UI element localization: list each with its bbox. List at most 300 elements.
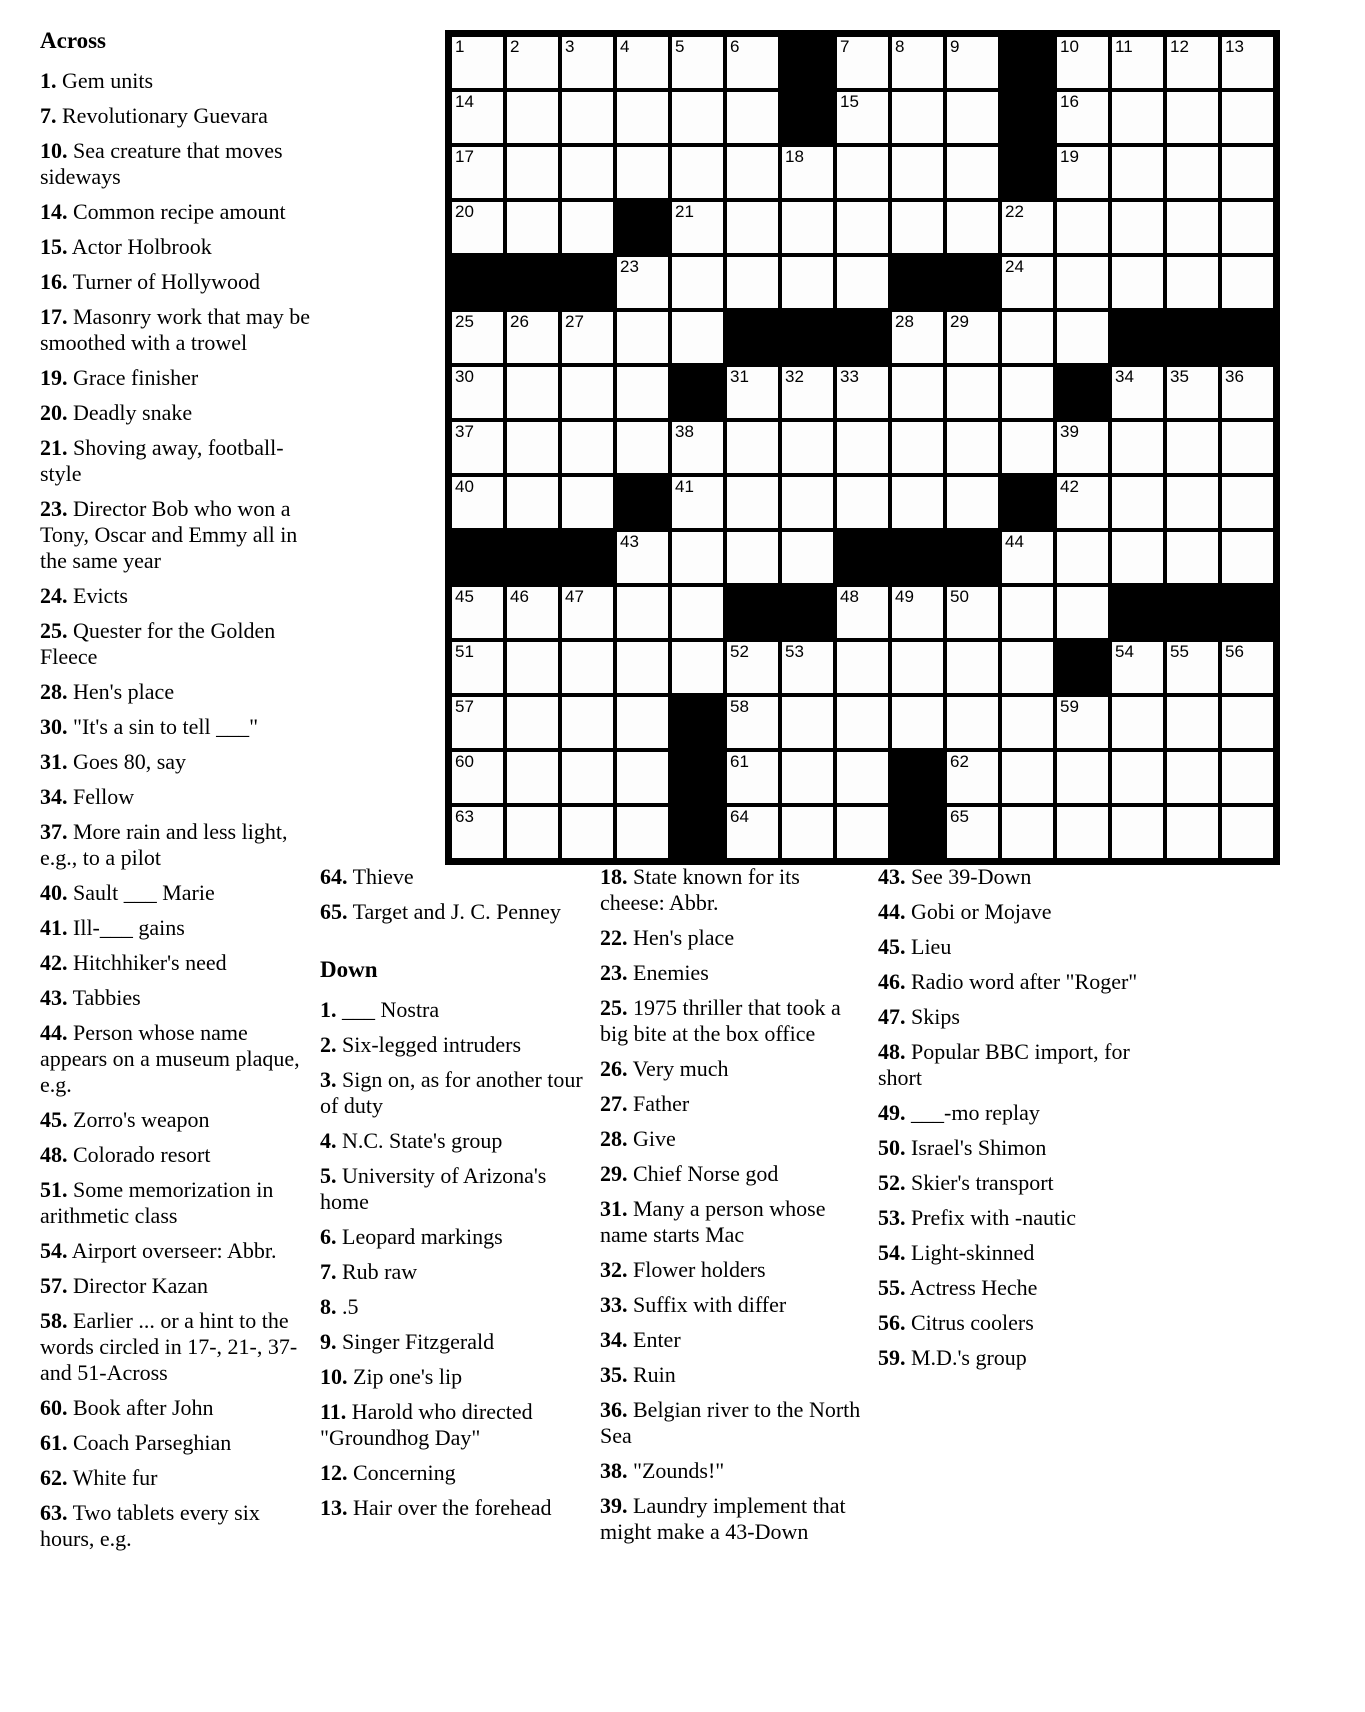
grid-cell-number: 2 xyxy=(510,37,520,56)
grid-cell[interactable] xyxy=(1167,752,1218,803)
grid-cell[interactable] xyxy=(947,477,998,528)
grid-cell[interactable] xyxy=(452,642,503,693)
grid-cell[interactable] xyxy=(452,312,503,363)
grid-cell[interactable] xyxy=(947,807,998,858)
clue-across-57: 57. Director Kazan xyxy=(40,1273,208,1298)
clue-across-63: 63. Two tablets every six hours, e.g. xyxy=(40,1500,260,1551)
grid-cell[interactable] xyxy=(617,532,668,583)
clue-number: 49. xyxy=(878,1100,906,1125)
grid-cell[interactable] xyxy=(1167,807,1218,858)
grid-cell[interactable] xyxy=(1167,37,1218,88)
grid-cell[interactable] xyxy=(837,807,888,858)
clue-across-10: 10. Sea creature that moves sideways xyxy=(40,138,283,189)
grid-cell[interactable] xyxy=(1222,202,1273,253)
grid-cell[interactable] xyxy=(1222,532,1273,583)
grid-cell[interactable] xyxy=(617,807,668,858)
grid-cell[interactable] xyxy=(452,752,503,803)
clue-number: 62. xyxy=(40,1465,68,1490)
clue-down-26: 26. Very much xyxy=(600,1056,729,1081)
grid-cell[interactable] xyxy=(507,367,558,418)
grid-cell[interactable] xyxy=(672,257,723,308)
clue-across-19: 19. Grace finisher xyxy=(40,365,199,390)
grid-cell[interactable] xyxy=(562,477,613,528)
grid-cell[interactable] xyxy=(837,257,888,308)
grid-cell[interactable] xyxy=(617,147,668,198)
grid-cell[interactable] xyxy=(1167,477,1218,528)
grid-cell[interactable] xyxy=(892,697,943,748)
grid-cell-number: 51 xyxy=(455,642,474,661)
grid-cell[interactable] xyxy=(672,147,723,198)
grid-cell[interactable] xyxy=(1112,37,1163,88)
clue-number: 32. xyxy=(600,1257,628,1282)
grid-cell[interactable] xyxy=(617,587,668,638)
grid-cell[interactable] xyxy=(1167,147,1218,198)
grid-cell[interactable] xyxy=(672,422,723,473)
grid-cell[interactable] xyxy=(1222,807,1273,858)
grid-cell[interactable] xyxy=(562,312,613,363)
grid-cell-number: 33 xyxy=(840,367,859,386)
grid-cell[interactable] xyxy=(672,477,723,528)
grid-cell[interactable] xyxy=(452,422,503,473)
grid-cell[interactable] xyxy=(1057,477,1108,528)
clue-down-38: 38. "Zounds!" xyxy=(600,1458,725,1483)
grid-cell[interactable] xyxy=(1167,532,1218,583)
grid-cell-number: 44 xyxy=(1005,532,1024,551)
grid-cell[interactable] xyxy=(947,587,998,638)
grid-cell[interactable] xyxy=(672,37,723,88)
grid-cell[interactable] xyxy=(672,312,723,363)
grid-cell[interactable] xyxy=(782,367,833,418)
clue-down-59: 59. M.D.'s group xyxy=(878,1345,1027,1370)
grid-cell[interactable] xyxy=(837,92,888,143)
grid-cell[interactable] xyxy=(507,312,558,363)
grid-cell-number: 31 xyxy=(730,367,749,386)
grid-cell[interactable] xyxy=(452,92,503,143)
grid-cell-black xyxy=(617,477,668,528)
clue-number: 9. xyxy=(320,1329,337,1354)
grid-cell[interactable] xyxy=(892,312,943,363)
grid-cell[interactable] xyxy=(562,807,613,858)
grid-cell[interactable] xyxy=(562,752,613,803)
grid-cell[interactable] xyxy=(507,642,558,693)
grid-cell[interactable] xyxy=(947,367,998,418)
grid-cell[interactable] xyxy=(837,367,888,418)
clue-number: 38. xyxy=(600,1458,628,1483)
grid-cell[interactable] xyxy=(892,92,943,143)
clue-number: 41. xyxy=(40,915,68,940)
grid-cell-black xyxy=(672,807,723,858)
grid-cell[interactable] xyxy=(1222,752,1273,803)
grid-cell[interactable] xyxy=(782,477,833,528)
grid-cell[interactable] xyxy=(727,697,778,748)
grid-cell[interactable] xyxy=(507,422,558,473)
grid-cell[interactable] xyxy=(617,312,668,363)
clue-down-44: 44. Gobi or Mojave xyxy=(878,899,1052,924)
grid-cell[interactable] xyxy=(562,202,613,253)
grid-cell[interactable] xyxy=(892,642,943,693)
clue-number: 10. xyxy=(320,1364,348,1389)
grid-cell-black xyxy=(947,257,998,308)
grid-cell[interactable] xyxy=(947,312,998,363)
grid-cell[interactable] xyxy=(617,752,668,803)
grid-cell[interactable] xyxy=(782,697,833,748)
grid-cell[interactable] xyxy=(1167,257,1218,308)
grid-cell[interactable] xyxy=(1222,92,1273,143)
grid-cell[interactable] xyxy=(1057,532,1108,583)
grid-cell[interactable] xyxy=(727,92,778,143)
grid-cell[interactable] xyxy=(1057,752,1108,803)
grid-cell[interactable] xyxy=(452,477,503,528)
grid-cell[interactable] xyxy=(1112,202,1163,253)
grid-cell[interactable] xyxy=(892,147,943,198)
grid-cell[interactable] xyxy=(727,422,778,473)
clue-number: 30. xyxy=(40,714,68,739)
grid-cell[interactable] xyxy=(1112,367,1163,418)
grid-cell[interactable] xyxy=(1222,642,1273,693)
clue-number: 28. xyxy=(40,679,68,704)
grid-cell[interactable] xyxy=(837,37,888,88)
grid-cell[interactable] xyxy=(947,642,998,693)
clue-number: 7. xyxy=(40,103,57,128)
grid-cell[interactable] xyxy=(562,92,613,143)
clue-number: 53. xyxy=(878,1205,906,1230)
grid-cell[interactable] xyxy=(782,257,833,308)
grid-cell[interactable] xyxy=(1167,202,1218,253)
grid-cell[interactable] xyxy=(507,587,558,638)
clue-across-58: 58. Earlier ... or a hint to the words circled in 17-, 21-, 37- and 51-Across xyxy=(40,1308,298,1385)
clue-across-48: 48. Colorado resort xyxy=(40,1142,211,1167)
grid-cell[interactable] xyxy=(507,37,558,88)
grid-cell-number: 63 xyxy=(455,807,474,826)
grid-cell[interactable] xyxy=(1057,257,1108,308)
grid-cell[interactable] xyxy=(1112,147,1163,198)
clue-number: 64. xyxy=(320,864,348,889)
grid-cell[interactable] xyxy=(507,697,558,748)
grid-cell-number: 12 xyxy=(1170,37,1189,56)
grid-cell[interactable] xyxy=(947,697,998,748)
clue-down-12: 12. Concerning xyxy=(320,1460,456,1485)
grid-cell[interactable] xyxy=(672,587,723,638)
grid-cell[interactable] xyxy=(892,477,943,528)
grid-cell[interactable] xyxy=(1222,37,1273,88)
grid-cell[interactable] xyxy=(507,807,558,858)
grid-cell[interactable] xyxy=(452,147,503,198)
grid-cell[interactable] xyxy=(947,422,998,473)
clue-across-28: 28. Hen's place xyxy=(40,679,175,704)
clue-number: 35. xyxy=(600,1362,628,1387)
grid-cell[interactable] xyxy=(1002,257,1053,308)
grid-cell-black xyxy=(1002,92,1053,143)
grid-cell[interactable] xyxy=(617,422,668,473)
grid-cell[interactable] xyxy=(947,202,998,253)
clue-down-50: 50. Israel's Shimon xyxy=(878,1135,1047,1160)
grid-cell[interactable] xyxy=(1002,422,1053,473)
grid-cell[interactable] xyxy=(1002,367,1053,418)
grid-cell[interactable] xyxy=(562,642,613,693)
grid-cell[interactable] xyxy=(507,752,558,803)
crossword-grid xyxy=(445,30,1280,865)
grid-cell[interactable] xyxy=(562,147,613,198)
grid-cell[interactable] xyxy=(1222,367,1273,418)
grid-cell[interactable] xyxy=(1057,312,1108,363)
grid-cell[interactable] xyxy=(1112,477,1163,528)
grid-cell[interactable] xyxy=(1057,202,1108,253)
grid-cell[interactable] xyxy=(672,92,723,143)
grid-cell[interactable] xyxy=(727,477,778,528)
grid-cell[interactable] xyxy=(1112,92,1163,143)
clue-down-35: 35. Ruin xyxy=(600,1362,676,1387)
grid-cell-number: 36 xyxy=(1225,367,1244,386)
clue-number: 3. xyxy=(320,1067,337,1092)
grid-cell-number: 55 xyxy=(1170,642,1189,661)
grid-cell[interactable] xyxy=(1057,147,1108,198)
clue-down-6: 6. Leopard markings xyxy=(320,1224,503,1249)
grid-cell[interactable] xyxy=(1112,697,1163,748)
grid-cell[interactable] xyxy=(1222,147,1273,198)
clue-across-51: 51. Some memorization in arithmetic class xyxy=(40,1177,274,1228)
grid-cell-number: 46 xyxy=(510,587,529,606)
grid-cell[interactable] xyxy=(507,202,558,253)
grid-cell[interactable] xyxy=(727,257,778,308)
clue-across-21: 21. Shoving away, football-style xyxy=(40,435,284,486)
grid-cell[interactable] xyxy=(782,422,833,473)
grid-cell[interactable] xyxy=(947,37,998,88)
grid-cell[interactable] xyxy=(1167,422,1218,473)
grid-cell[interactable] xyxy=(617,642,668,693)
grid-cell[interactable] xyxy=(452,697,503,748)
grid-cell[interactable] xyxy=(1112,642,1163,693)
clue-down-10: 10. Zip one's lip xyxy=(320,1364,463,1389)
grid-cell[interactable] xyxy=(837,697,888,748)
grid-cell[interactable] xyxy=(562,367,613,418)
grid-cell[interactable] xyxy=(617,37,668,88)
grid-cell[interactable] xyxy=(1057,422,1108,473)
grid-cell[interactable] xyxy=(782,202,833,253)
grid-cell[interactable] xyxy=(672,642,723,693)
grid-cell[interactable] xyxy=(892,367,943,418)
grid-cell[interactable] xyxy=(617,367,668,418)
clue-across-7: 7. Revolutionary Guevara xyxy=(40,103,268,128)
clue-number: 45. xyxy=(878,934,906,959)
grid-cell[interactable] xyxy=(1222,257,1273,308)
clue-across-37: 37. More rain and less light, e.g., to a pilot xyxy=(40,819,288,870)
grid-cell[interactable] xyxy=(562,422,613,473)
clue-number: 6. xyxy=(320,1224,337,1249)
grid-cell[interactable] xyxy=(947,92,998,143)
grid-cell-black xyxy=(837,532,888,583)
grid-cell[interactable] xyxy=(1002,642,1053,693)
grid-cell[interactable] xyxy=(1057,92,1108,143)
grid-cell[interactable] xyxy=(727,752,778,803)
grid-cell[interactable] xyxy=(617,697,668,748)
clue-number: 19. xyxy=(40,365,68,390)
grid-cell[interactable] xyxy=(837,587,888,638)
grid-cell[interactable] xyxy=(1057,587,1108,638)
grid-cell[interactable] xyxy=(1167,697,1218,748)
grid-cell[interactable] xyxy=(562,587,613,638)
clue-down-5: 5. University of Arizona's home xyxy=(320,1163,547,1214)
grid-cell[interactable] xyxy=(947,147,998,198)
grid-cell-number: 16 xyxy=(1060,92,1079,111)
grid-cell-number: 34 xyxy=(1115,367,1134,386)
grid-cell[interactable] xyxy=(727,37,778,88)
grid-cell[interactable] xyxy=(1002,752,1053,803)
grid-cell-number: 21 xyxy=(675,202,694,221)
clue-number: 2. xyxy=(320,1032,337,1057)
grid-cell[interactable] xyxy=(727,807,778,858)
clue-down-29: 29. Chief Norse god xyxy=(600,1161,779,1186)
clue-number: 25. xyxy=(600,995,628,1020)
grid-cell[interactable] xyxy=(892,587,943,638)
grid-cell[interactable] xyxy=(1057,37,1108,88)
grid-cell-number: 8 xyxy=(895,37,905,56)
clue-number: 23. xyxy=(600,960,628,985)
grid-cell-number: 40 xyxy=(455,477,474,496)
grid-cell[interactable] xyxy=(1002,807,1053,858)
grid-cell[interactable] xyxy=(672,202,723,253)
grid-cell-black xyxy=(837,312,888,363)
grid-cell[interactable] xyxy=(892,202,943,253)
grid-cell[interactable] xyxy=(507,147,558,198)
grid-cell[interactable] xyxy=(837,422,888,473)
grid-cell[interactable] xyxy=(1222,697,1273,748)
across-overflow-and-down-column xyxy=(320,864,594,1530)
grid-cell-black xyxy=(782,37,833,88)
grid-cell-number: 41 xyxy=(675,477,694,496)
clue-number: 36. xyxy=(600,1397,628,1422)
grid-cell[interactable] xyxy=(837,477,888,528)
grid-cell-number: 39 xyxy=(1060,422,1079,441)
grid-cell[interactable] xyxy=(1002,587,1053,638)
clue-number: 28. xyxy=(600,1126,628,1151)
grid-cell[interactable] xyxy=(892,422,943,473)
clue-down-7: 7. Rub raw xyxy=(320,1259,418,1284)
grid-cell[interactable] xyxy=(507,477,558,528)
clue-number: 14. xyxy=(40,199,68,224)
grid-cell[interactable] xyxy=(1002,202,1053,253)
grid-cell[interactable] xyxy=(837,202,888,253)
grid-cell[interactable] xyxy=(617,92,668,143)
grid-cell-number: 7 xyxy=(840,37,850,56)
grid-cell[interactable] xyxy=(837,752,888,803)
grid-cell-black xyxy=(892,532,943,583)
grid-cell[interactable] xyxy=(782,807,833,858)
clue-number: 34. xyxy=(600,1327,628,1352)
grid-cell-number: 28 xyxy=(895,312,914,331)
grid-cell[interactable] xyxy=(782,642,833,693)
grid-cell[interactable] xyxy=(1002,697,1053,748)
clue-number: 21. xyxy=(40,435,68,460)
across-header: Across xyxy=(40,28,107,53)
clue-number: 39. xyxy=(600,1493,628,1518)
clue-across-54: 54. Airport overseer: Abbr. xyxy=(40,1238,277,1263)
grid-cell-number: 60 xyxy=(455,752,474,771)
grid-cell[interactable] xyxy=(452,807,503,858)
grid-cell-black xyxy=(1002,37,1053,88)
grid-cell[interactable] xyxy=(782,147,833,198)
grid-cell[interactable] xyxy=(617,257,668,308)
grid-cell[interactable] xyxy=(1002,532,1053,583)
clue-across-1: 1. Gem units xyxy=(40,68,154,93)
clue-across-25: 25. Quester for the Golden Fleece xyxy=(40,618,276,669)
clue-down-36: 36. Belgian river to the North Sea xyxy=(600,1397,861,1448)
grid-cell[interactable] xyxy=(507,92,558,143)
grid-cell[interactable] xyxy=(1222,477,1273,528)
clue-across-31: 31. Goes 80, say xyxy=(40,749,187,774)
grid-cell-number: 65 xyxy=(950,807,969,826)
clue-across-24: 24. Evicts xyxy=(40,583,128,608)
grid-cell[interactable] xyxy=(452,37,503,88)
grid-cell[interactable] xyxy=(1112,532,1163,583)
clue-down-54: 54. Light-skinned xyxy=(878,1240,1035,1265)
clue-across-41: 41. Ill-___ gains xyxy=(40,915,185,940)
grid-cell-number: 61 xyxy=(730,752,749,771)
grid-cell[interactable] xyxy=(562,37,613,88)
grid-cell[interactable] xyxy=(1112,257,1163,308)
clue-number: 61. xyxy=(40,1430,68,1455)
clue-across-16: 16. Turner of Hollywood xyxy=(40,269,261,294)
grid-cell[interactable] xyxy=(1167,642,1218,693)
grid-cell[interactable] xyxy=(782,532,833,583)
grid-cell-black xyxy=(452,532,503,583)
grid-cell[interactable] xyxy=(1057,807,1108,858)
clue-across-62: 62. White fur xyxy=(40,1465,158,1490)
grid-cell[interactable] xyxy=(672,532,723,583)
grid-cell[interactable] xyxy=(1002,312,1053,363)
grid-cell[interactable] xyxy=(1112,807,1163,858)
grid-cell-number: 18 xyxy=(785,147,804,166)
grid-cell[interactable] xyxy=(727,147,778,198)
grid-cell-black xyxy=(1112,587,1163,638)
grid-cell-black xyxy=(507,532,558,583)
grid-cell[interactable] xyxy=(562,697,613,748)
clue-number: 52. xyxy=(878,1170,906,1195)
grid-cell-number: 3 xyxy=(565,37,575,56)
clue-number: 10. xyxy=(40,138,68,163)
grid-cell[interactable] xyxy=(727,642,778,693)
clue-down-13: 13. Hair over the forehead xyxy=(320,1495,552,1520)
grid-cell-black xyxy=(947,532,998,583)
grid-cell-black xyxy=(672,752,723,803)
grid-cell-number: 19 xyxy=(1060,147,1079,166)
grid-cell-black xyxy=(1222,312,1273,363)
clue-number: 60. xyxy=(40,1395,68,1420)
clue-across-15: 15. Actor Holbrook xyxy=(40,234,212,259)
grid-cell[interactable] xyxy=(452,202,503,253)
clue-number: 44. xyxy=(878,899,906,924)
grid-cell[interactable] xyxy=(947,752,998,803)
clue-down-43: 43. See 39-Down xyxy=(878,864,1032,889)
clue-down-49: 49. ___-mo replay xyxy=(878,1100,1040,1125)
grid-cell-number: 10 xyxy=(1060,37,1079,56)
grid-cell[interactable] xyxy=(727,532,778,583)
grid-cell[interactable] xyxy=(892,37,943,88)
grid-cell[interactable] xyxy=(837,642,888,693)
grid-cell[interactable] xyxy=(727,367,778,418)
grid-cell[interactable] xyxy=(1112,422,1163,473)
grid-cell[interactable] xyxy=(1057,697,1108,748)
grid-cell[interactable] xyxy=(727,202,778,253)
grid-cell[interactable] xyxy=(1167,367,1218,418)
grid-cell[interactable] xyxy=(452,367,503,418)
grid-cell[interactable] xyxy=(782,752,833,803)
grid-cell[interactable] xyxy=(837,147,888,198)
grid-cell[interactable] xyxy=(452,587,503,638)
grid-cell[interactable] xyxy=(1112,752,1163,803)
grid-cell-number: 54 xyxy=(1115,642,1134,661)
grid-cell[interactable] xyxy=(1222,422,1273,473)
grid-cell[interactable] xyxy=(1167,92,1218,143)
